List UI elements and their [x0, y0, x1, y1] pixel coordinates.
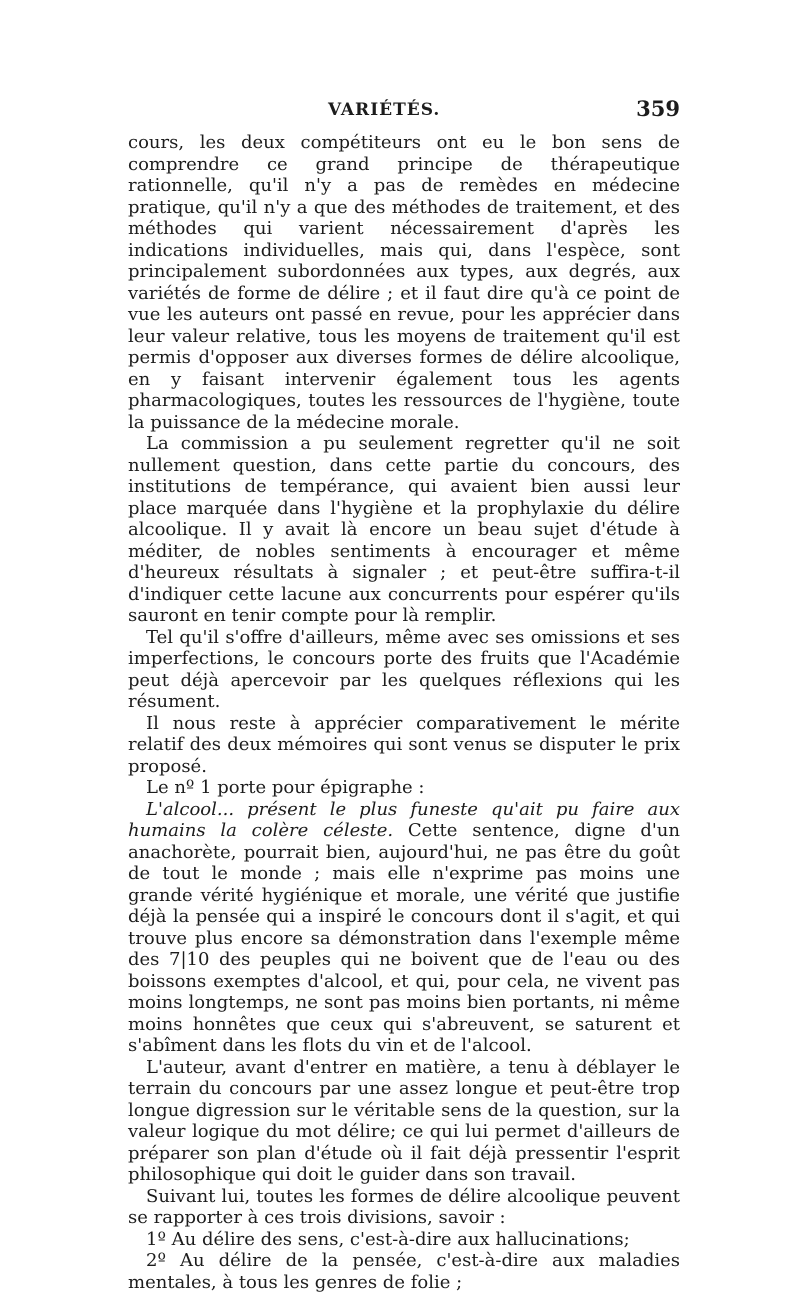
paragraph: Suivant lui, toutes les formes de délire alcoolique peuvent se rapporter à ces trois divisions, savoir : — [128, 1185, 680, 1228]
paragraph-text: Cette sentence, digne d'un anachorète, pourrait bien, aujourd'hui, ne pas être du goût de tout le monde ; mais elle n'exprime pas moins une grande vérité hygiénique et morale, une vérité que justifie déjà la pensée qui a inspiré le concours dont il s'agit, et qui trouve plus encore sa démonstration dans l'exemple même des 7|10 des peuples qui ne boivent que de l'eau ou des boissons exemptes d'alcool, et qui, pour cela, ne vivent pas moins longtemps, ne sont pas moins bien portants, ni même moins honnêtes que ceux qui s'abreuvent, se saturent et s'abîment dans les flots du vin et de l'alcool. — [128, 820, 680, 1056]
epigraph: L'alcool... présent le plus funeste qu'ait pu faire aux humains la colère céleste. — [128, 798, 680, 841]
paragraph: Le nº 1 porte pour épigraphe : — [146, 777, 425, 798]
book-page — [128, 96, 680, 1293]
page-number: 359 — [636, 96, 680, 121]
paragraph — [128, 799, 680, 1057]
list-item: 2º Au délire de la pensée, c'est-à-dire aux maladies mentales, à tous les genres de folie ; — [128, 1250, 680, 1293]
running-head: VARIÉTÉS. — [328, 100, 441, 120]
body-text — [128, 132, 680, 1293]
paragraph: L'auteur, avant d'entrer en matière, a tenu à déblayer le terrain du concours par une assez longue et peut-être trop longue digression sur le véritable sens de la question, sur la valeur logique du mot délire; ce qui lui permet d'ailleurs de préparer son plan d'étude où il fait déjà pressentir l'esprit philosophique qui doit le guider dans son travail. — [128, 1056, 680, 1185]
page-header — [128, 96, 680, 132]
list-item: 1º Au délire des sens, c'est-à-dire aux hallucinations; — [146, 1228, 630, 1250]
paragraph: Tel qu'il s'offre d'ailleurs, même avec ses omissions et ses imperfections, le concours porte des fruits que l'Académie peut déjà apercevoir par les quelques réflexions qui les résument. — [128, 626, 680, 712]
paragraph: La commission a pu seulement regretter qu'il ne soit nullement question, dans cette partie du concours, des institutions de tempérance, qui avaient bien aussi leur place marquée dans l'hygiène et la prophylaxie du délire alcoolique. Il y avait là encore un beau sujet d'étude à méditer, de nobles sentiments à encourager et même d'heureux résultats à signaler ; et peut-être suffira-t-il d'indiquer cette lacune aux concurrents pour espérer qu'ils sauront en tenir compte pour là remplir. — [128, 433, 680, 626]
paragraph: Il nous reste à apprécier comparativement le mérite relatif des deux mémoires qui sont venus se disputer le prix proposé. — [128, 712, 680, 777]
paragraph: cours, les deux compétiteurs ont eu le bon sens de comprendre ce grand principe de thérapeutique rationnelle, qu'il n'y a pas de remèdes en médecine pratique, qu'il n'y a que des méthodes de traitement, et des méthodes qui varient nécessairement d'après les indications individuelles, mais qui, dans l'espèce, sont principalement subordonnées aux types, aux degrés, aux variétés de forme de délire ; et il faut dire qu'à ce point de vue les auteurs ont passé en revue, pour les apprécier dans leur valeur relative, tous les moyens de traitement qu'il est permis d'opposer aux diverses formes de délire alcoolique, en y faisant intervenir également tous les agents pharmacologiques, toutes les ressources de l'hygiène, toute la puissance de la médecine morale. — [128, 132, 680, 433]
